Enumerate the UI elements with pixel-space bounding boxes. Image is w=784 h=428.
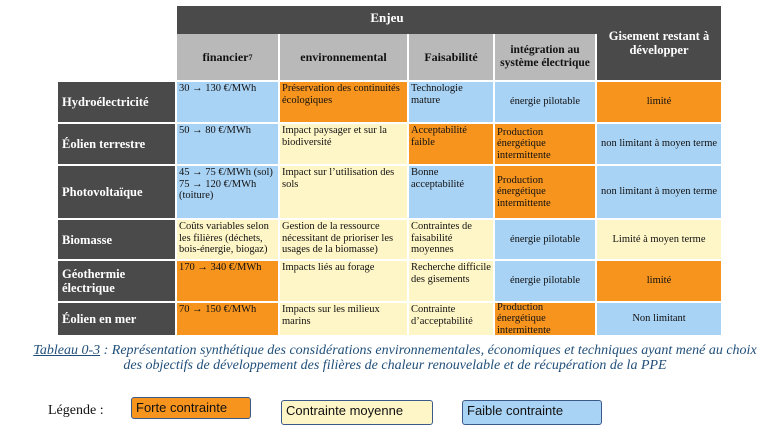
subheader-integration: intégration au système électrique — [495, 34, 595, 80]
table-cell: Recherche difficile des gisements — [409, 261, 493, 301]
row-header: Géothermie électrique — [58, 261, 175, 301]
subheader-faisabilite: Faisabilité — [409, 34, 493, 80]
table-cell: énergie pilotable — [495, 261, 595, 301]
table-cell: 30 → 130 €/MWh — [177, 82, 278, 122]
row-header: Éolien terrestre — [58, 124, 175, 164]
table-cell: Impact sur l’utilisation des sols — [280, 166, 407, 218]
table-cell: non limitant à moyen terme — [597, 166, 721, 218]
table-cell: Impacts liés au forage — [280, 261, 407, 301]
table-cell: Contraintes de faisabilité moyennes — [409, 220, 493, 259]
table-cell: énergie pilotable — [495, 220, 595, 259]
table-cell: Bonne acceptabilité — [409, 166, 493, 218]
table-cell: Impacts sur les milieux marins — [280, 303, 407, 335]
table-cell: Technologie mature — [409, 82, 493, 122]
caption-text: : Représentation synthétique des considérations environnementales, économiques et techniques ayant mené au choix des objectifs de développement des filières de chaleur renouvelable et de récupération de la PPE — [100, 343, 757, 373]
table-cell: 45 → 75 €/MWh (sol) 75 → 120 €/MWh (toiture) — [177, 166, 278, 218]
table-cell: Limité à moyen terme — [597, 220, 721, 259]
table-cell: non limitant à moyen terme — [597, 124, 721, 164]
header-gisement: Gisement restant à développer — [597, 6, 721, 80]
table-cell: 170 → 340 €/MWh — [177, 261, 278, 301]
subheader-financier-label: financier — [202, 49, 249, 64]
footnote-7: 7 — [248, 52, 253, 62]
table-cell: 50 → 80 €/MWh — [177, 124, 278, 164]
legend-medium: Contrainte moyenne — [281, 400, 433, 425]
table-caption — [30, 343, 760, 373]
table-cell: 70 → 150 €/MWh — [177, 303, 278, 335]
table-cell: Production énergétique intermittente — [495, 124, 595, 164]
table-cell: Contrainte d’acceptabilité — [409, 303, 493, 335]
row-header: Biomasse — [58, 220, 175, 259]
legend-weak: Faible contrainte — [462, 400, 602, 425]
table-cell: Impact paysager et sur la biodiversité — [280, 124, 407, 164]
table-cell: Gestion de la ressource nécessitant de prioriser les usages de la biomasse) — [280, 220, 407, 259]
header-enjeu: Enjeu — [177, 6, 597, 30]
table-cell: Acceptabilité faible — [409, 124, 493, 164]
table-reference: Tableau 0-3 — [33, 343, 101, 358]
legend-strong: Forte contrainte — [131, 397, 251, 419]
row-header: Hydroélectricité — [58, 82, 175, 122]
table-cell: Production énergétique intermittente — [495, 166, 595, 218]
legend-label: Légende : — [48, 403, 104, 418]
subheader-financier — [177, 34, 278, 80]
table-cell: Coûts variables selon les filières (déchets, bois-énergie, biogaz) — [177, 220, 278, 259]
table-cell: Préservation des continuités écologiques — [280, 82, 407, 122]
row-header: Éolien en mer — [58, 303, 175, 335]
table-cell: limité — [597, 261, 721, 301]
table-cell: Production énergétique intermittente — [495, 303, 595, 335]
row-header: Photovoltaïque — [58, 166, 175, 218]
subheader-environnemental: environnemental — [280, 34, 407, 80]
table-cell: énergie pilotable — [495, 82, 595, 122]
table-cell: limité — [597, 82, 721, 122]
table-cell: Non limitant — [597, 303, 721, 335]
